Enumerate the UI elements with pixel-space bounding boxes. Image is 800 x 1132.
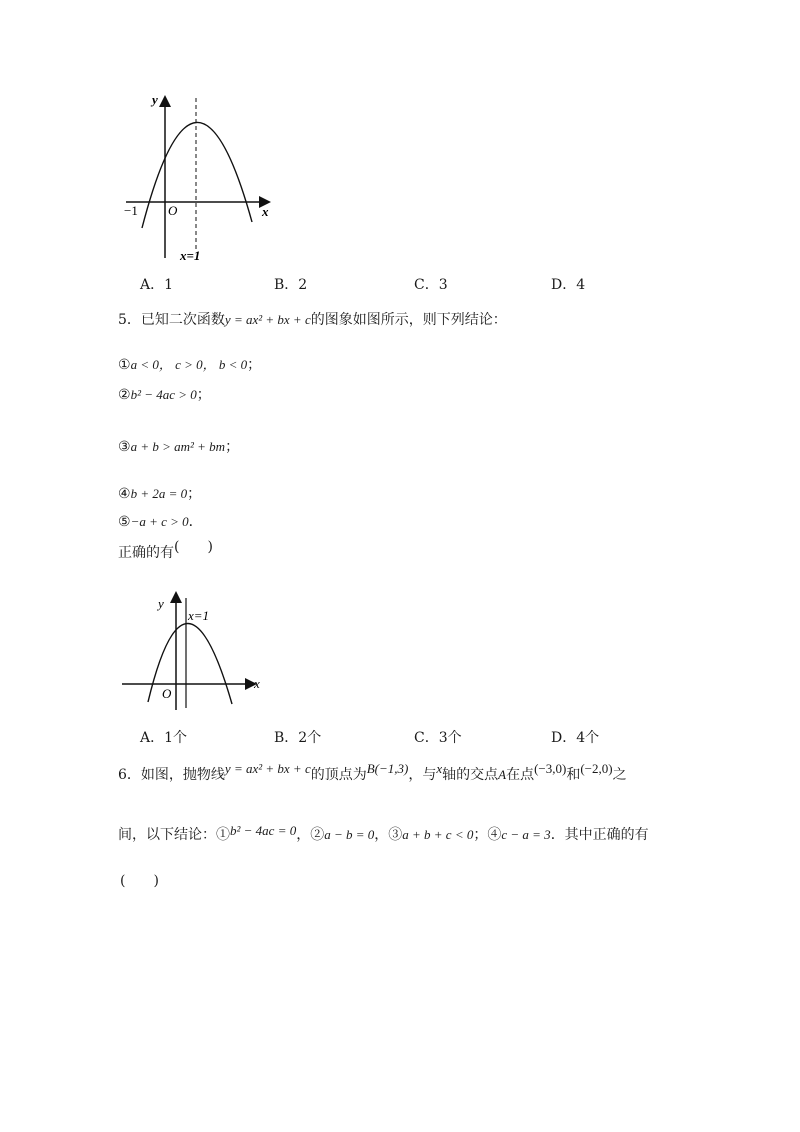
q6-stem2-end: ．其中正确的有 bbox=[550, 827, 649, 843]
q6-stem-and: 和 bbox=[566, 767, 581, 783]
q5-item-5 bbox=[118, 513, 203, 531]
q4-neg-one-label: −1 bbox=[124, 203, 138, 218]
q5-parabola bbox=[148, 623, 232, 704]
q6-a-var: A bbox=[498, 767, 507, 782]
q5-item-2 bbox=[118, 386, 211, 404]
q6-stem-mid4: 在点 bbox=[506, 767, 535, 783]
q5-origin-label: O bbox=[162, 686, 172, 701]
q5-graph bbox=[118, 590, 278, 715]
q6-x-var: x bbox=[436, 761, 443, 776]
q5-item-4-math: b + 2a = 0 bbox=[130, 486, 188, 501]
q5-stem bbox=[118, 311, 507, 329]
q5-axis-eq-label: x=1 bbox=[188, 608, 210, 623]
q4-x-label: x bbox=[262, 204, 269, 219]
q4-option-b[interactable]: B．2 bbox=[274, 277, 308, 293]
q5-item-1 bbox=[118, 356, 261, 374]
q5-x-label: x bbox=[254, 676, 260, 691]
q6-vertex: B(−1,3) bbox=[366, 761, 409, 776]
q5-item-2-mark: ② bbox=[118, 387, 131, 403]
q4-option-a[interactable]: A．1 bbox=[140, 277, 174, 293]
q5-stem-formula: y = ax² + bx + c bbox=[224, 312, 311, 327]
q6-answer-blank: ( ) bbox=[120, 873, 159, 889]
q6-point-1: (−3,0) bbox=[534, 761, 567, 776]
q5-ask bbox=[118, 539, 213, 562]
q6-conclusion-1: b² − 4ac = 0 bbox=[230, 823, 297, 838]
q5-answer-blank: ( ) bbox=[174, 539, 213, 555]
q5-item-3 bbox=[118, 438, 239, 456]
q6-stem2-pre: 间，以下结论：① bbox=[118, 827, 230, 843]
q6-stem-mid2: ，与 bbox=[408, 767, 437, 783]
q4-option-d[interactable]: D．4 bbox=[551, 277, 586, 293]
q5-item-2-end: ； bbox=[196, 387, 211, 403]
q5-item-1-end: ； bbox=[247, 357, 262, 373]
q5-item-4-mark: ④ bbox=[118, 486, 131, 502]
q6-formula: y = ax² + bx + c bbox=[224, 761, 311, 776]
q6-sep-2: ，③ bbox=[374, 827, 403, 843]
q6-stem-pre: 6．如图，抛物线 bbox=[118, 767, 225, 783]
q5-option-c[interactable]: C．3个 bbox=[414, 730, 462, 746]
q6-stem-end: 之 bbox=[612, 767, 627, 783]
q5-stem-post: 的图象如图所示，则下列结论： bbox=[310, 312, 507, 328]
q6-conclusion-4: c − a = 3 bbox=[501, 827, 551, 842]
q4-axis-eq-label: x=1 bbox=[180, 248, 201, 263]
q5-item-5-math: −a + c > 0 bbox=[130, 514, 189, 529]
q6-sep-1: ，② bbox=[296, 827, 325, 843]
q6-conclusion-2: a − b = 0 bbox=[324, 827, 375, 842]
q5-option-b[interactable]: B．2个 bbox=[274, 730, 322, 746]
q5-option-d[interactable]: D．4个 bbox=[551, 730, 600, 746]
q5-item-5-end: ． bbox=[188, 514, 203, 530]
q6-stem-mid: 的顶点为 bbox=[310, 767, 367, 783]
q4-y-label: y bbox=[152, 92, 158, 107]
q5-item-1-mark: ① bbox=[118, 357, 131, 373]
q5-item-4-end: ； bbox=[187, 486, 202, 502]
q6-conclusion-3: a + b + c < 0 bbox=[402, 827, 474, 842]
q5-item-1-math: a < 0， c > 0， b < 0 bbox=[130, 357, 248, 372]
q6-stem-line-2 bbox=[118, 823, 649, 844]
q5-item-3-end: ； bbox=[225, 439, 240, 455]
q5-y-label: y bbox=[158, 596, 164, 611]
q6-stem-mid3: 轴的交点 bbox=[442, 767, 499, 783]
q5-item-3-math: a + b > am² + bm bbox=[130, 439, 226, 454]
q4-origin-label: O bbox=[168, 203, 178, 218]
q5-option-a[interactable]: A．1个 bbox=[140, 730, 188, 746]
q5-item-5-mark: ⑤ bbox=[118, 514, 131, 530]
q6-stem-line-1 bbox=[118, 761, 627, 784]
q4-option-c[interactable]: C．3 bbox=[414, 277, 448, 293]
q6-point-2: (−2,0) bbox=[580, 761, 613, 776]
q5-item-3-mark: ③ bbox=[118, 439, 131, 455]
q5-ask-text: 正确的有 bbox=[118, 545, 174, 561]
q5-item-4 bbox=[118, 485, 201, 503]
q4-graph bbox=[118, 90, 288, 270]
q4-parabola bbox=[142, 122, 252, 228]
q6-sep-3: ；④ bbox=[473, 827, 502, 843]
q5-item-2-math: b² − 4ac > 0 bbox=[130, 387, 197, 402]
q5-stem-pre: 5．已知二次函数 bbox=[118, 312, 225, 328]
